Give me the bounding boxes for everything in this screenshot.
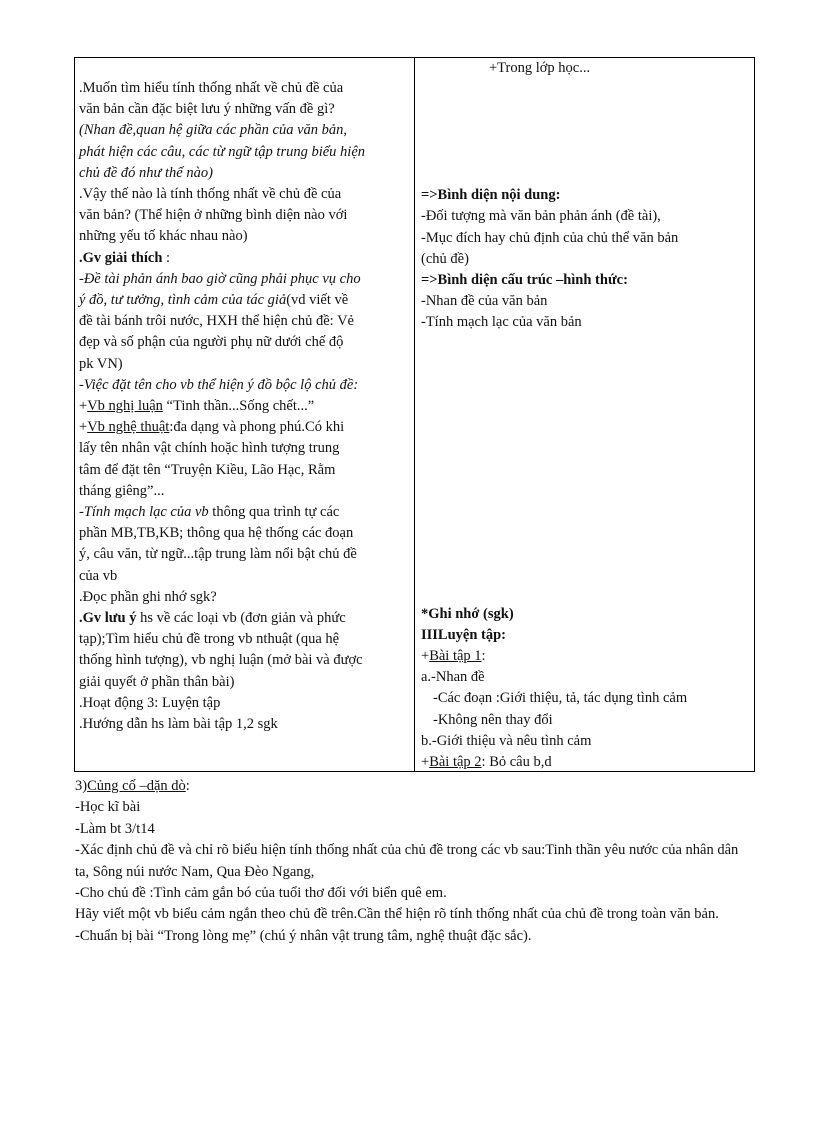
colon: : [481, 648, 486, 665]
text-line: giải quyết ở phần thân bài) [79, 673, 235, 690]
text-line: -Cho chủ đề :Tình cảm gắn bó của tuổi thơ đối với biển quê em. [75, 885, 447, 902]
text-line: .Hoạt động 3: Luyện tập [79, 694, 221, 711]
text-line: -Làm bt 3/t14 [75, 820, 155, 837]
text-line: (chủ đề) [421, 250, 469, 267]
text-line [79, 417, 413, 438]
plain-span: (vd viết về [286, 292, 349, 309]
question-line: những yếu tố khác nhau nào) [79, 228, 248, 245]
italic-span: -Tính mạch lạc của vb [79, 504, 209, 521]
text-line [79, 290, 413, 311]
text-line [421, 646, 754, 667]
underlined-heading: Củng cố –dặn dò [87, 778, 186, 794]
text-line: .Đọc phần ghi nhớ sgk? [79, 588, 217, 605]
text-line: thống hình tượng), vb nghị luận (mở bài và được [79, 652, 363, 669]
text-line [79, 396, 413, 417]
answer-line: phát hiện các câu, các từ ngữ tập trung biểu hiện [79, 143, 366, 160]
heading-text: .Gv giải thích [79, 249, 163, 266]
underlined-term: Vb nghị luận [87, 398, 163, 415]
text-line: lấy tên nhân vật chính hoặc hình tượng trung [79, 440, 340, 457]
text-line: tháng giêng”... [79, 482, 165, 499]
section-heading: =>Bình diện nội dung: [421, 187, 561, 204]
question-line: .Muốn tìm hiểu tính thống nhất về chủ đề của [79, 80, 344, 96]
text-line: -Không nên thay đổi [433, 711, 553, 728]
section-heading: =>Bình diện cấu trúc –hình thức: [421, 272, 628, 289]
column-divider [414, 58, 415, 771]
section-heading: IIILuyện tập: [421, 626, 507, 643]
lesson-table [74, 57, 755, 772]
teacher-activity-column [79, 78, 413, 735]
underlined-term: Bài tập 2 [429, 754, 482, 771]
section-number: 3) [75, 778, 88, 794]
plain-span: :đa dạng và phong phú.Có khi [169, 419, 345, 436]
text-line: pk VN) [79, 355, 123, 372]
spacer [421, 79, 754, 185]
plus-sign: + [79, 398, 88, 415]
text-line: đề tài bánh trôi nước, HXH thể hiện chủ đề: Vẻ [79, 313, 354, 330]
plus-sign: + [79, 419, 88, 436]
plain-span: “Tinh thần...Sống chết...” [162, 398, 315, 415]
text-line: b.-Giới thiệu và nêu tình cảm [421, 732, 592, 749]
underlined-term: Vb nghệ thuật [87, 419, 170, 436]
homework-section [75, 776, 755, 947]
bold-span: .Gv lưu ý [79, 610, 137, 627]
question-line: .Vậy thế nào là tính thống nhất về chủ đề của [79, 186, 342, 203]
text-line: -Việc đặt tên cho vb thể hiện ý đồ bộc lộ chủ đề: [79, 376, 359, 393]
question-line: văn bản? (Thể hiện ở những bình diện nào với [79, 207, 348, 224]
text-line: -Đối tượng mà văn bản phản ánh (đề tài), [421, 208, 661, 225]
section-heading: *Ghi nhớ (sgk) [421, 605, 514, 622]
plain-span: : Bỏ câu b,d [481, 754, 552, 771]
answer-line: (Nhan đề,quan hệ giữa các phần của văn bản, [79, 122, 348, 139]
text-line: phần MB,TB,KB; thông qua hệ thống các đoạn [79, 525, 354, 542]
text-paragraph: Hãy viết một vb biểu cảm ngắn theo chủ đề trên.Cần thể hiện rõ tính thống nhất của chủ đề trong toàn văn bản. [75, 906, 719, 923]
underlined-term: Bài tập 1 [429, 648, 482, 665]
text-line: ý, câu văn, từ ngữ...tập trung làm nổi bật chủ đề [79, 546, 357, 563]
text-line: tạp);Tìm hiểu chủ đề trong vb nthuật (qua hệ [79, 631, 340, 648]
text-line [421, 752, 754, 773]
colon: : [185, 778, 190, 794]
plain-span: hs về các loại vb (đơn giản và phức [136, 610, 346, 627]
section-heading [75, 776, 755, 797]
answer-line: chủ đề đó như thế nào) [79, 164, 213, 181]
text-line: -Học kĩ bài [75, 799, 141, 816]
plus-sign: + [421, 648, 430, 665]
plus-sign: + [421, 754, 430, 771]
text-line: -Mục đích hay chủ định của chủ thể văn bản [421, 229, 679, 246]
text-line: -Tính mạch lạc của văn bản [421, 314, 582, 331]
italic-span: ý đồ, tư tưởng, tình cảm của tác giả [79, 292, 287, 309]
text-line [79, 502, 413, 523]
question-line: văn bản cần đặc biệt lưu ý những vấn đề gì? [79, 101, 335, 118]
content-column [421, 58, 754, 773]
text-line: .Hướng dẫn hs làm bài tập 1,2 sgk [79, 716, 278, 733]
text-line: -Chuẩn bị bài “Trong lòng mẹ” (chú ý nhân vật trung tâm, nghệ thuật đặc sắc). [75, 927, 532, 944]
text-paragraph: -Xác định chủ đề và chỉ rõ biểu hiện tính thống nhất của chủ đề trong các vb sau:Tinh thần yêu nước của nhân dân ta, Sông núi nước Nam, Qua Đèo Ngang, [75, 842, 739, 880]
spacer [421, 334, 754, 604]
text-line: -Đề tài phản ánh bao giờ cũng phải phục vụ cho [79, 270, 361, 287]
text-line: -Nhan đề của văn bản [421, 293, 548, 310]
text-line: đẹp và số phận của người phụ nữ dưới chế độ [79, 334, 344, 351]
text-line: a.-Nhan đề [421, 669, 485, 686]
text-line: +Trong lớp học... [489, 60, 591, 76]
heading-line [79, 248, 413, 269]
heading-colon: : [162, 249, 171, 266]
text-line: tâm để đặt tên “Truyện Kiều, Lão Hạc, Rằm [79, 461, 336, 478]
plain-span: thông qua trình tự các [208, 504, 340, 521]
text-line: của vb [79, 567, 118, 584]
text-line: -Các đoạn :Giới thiệu, tả, tác dụng tình cảm [433, 690, 688, 707]
text-line [79, 608, 413, 629]
